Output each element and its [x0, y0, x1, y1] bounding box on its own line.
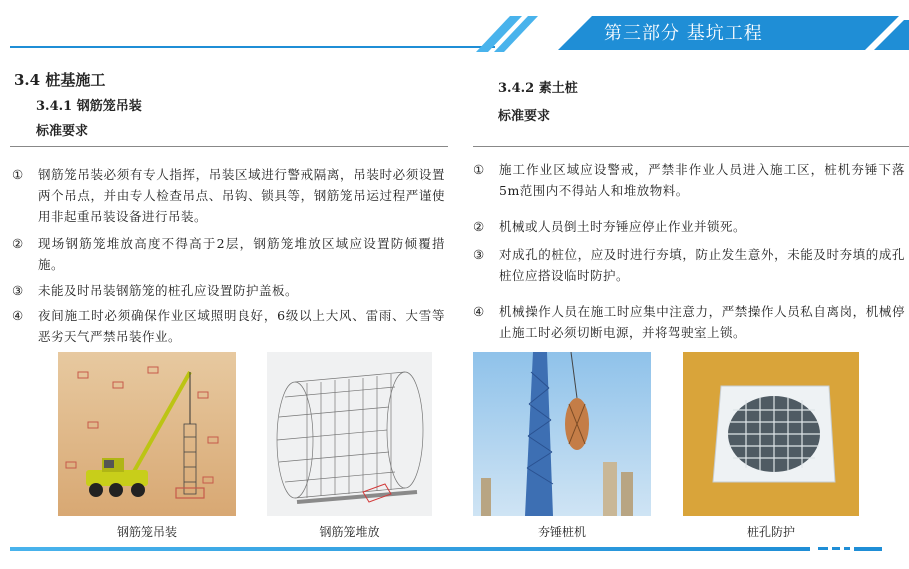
item-number: ③	[12, 283, 24, 298]
item-text: 施工作业区域应设警戒，严禁非作业人员进入施工区，桩机夯锤下落5m范围内不得站人和堆放物料。	[499, 162, 905, 198]
list-item	[473, 216, 905, 237]
item-number: ①	[473, 162, 485, 177]
item-number: ④	[12, 308, 24, 323]
list-item	[12, 305, 445, 347]
item-text: 钢筋笼吊装必须有专人指挥，吊装区域进行警戒隔离，吊装时必须设置两个吊点，并由专人检查吊点、吊钩、锁具等，钢筋笼吊运过程严谨使用非起重吊装设备进行吊装。	[38, 167, 445, 224]
item-text: 机械或人员倒土时夯锤应停止作业并锁死。	[499, 219, 747, 234]
item-number: ④	[473, 304, 485, 319]
list-item	[473, 159, 905, 201]
rebar-cage-storage-image	[267, 352, 432, 516]
rebar-cage-hoisting-image	[58, 352, 236, 516]
header-rule	[10, 46, 495, 48]
list-item	[473, 244, 905, 286]
pile-hole-protection-image	[683, 352, 859, 516]
page-header-title: 第三部分 基坑工程	[604, 23, 763, 44]
item-text: 现场钢筋笼堆放高度不得高于2层，钢筋笼堆放区域应设置防倾覆措施。	[38, 236, 445, 272]
item-number: ③	[473, 247, 485, 262]
standard-requirements-label: 标准要求	[36, 124, 89, 139]
item-text: 未能及时吊装钢筋笼的桩孔应设置防护盖板。	[38, 283, 299, 298]
divider	[473, 146, 909, 147]
item-number: ②	[473, 219, 485, 234]
item-number: ②	[12, 236, 24, 251]
photo-caption: 夯锤桩机	[537, 525, 586, 539]
item-number: ①	[12, 167, 24, 182]
section-title: 3.4 桩基施工	[14, 71, 106, 89]
photo-caption: 钢筋笼堆放	[319, 525, 380, 539]
list-item	[12, 164, 445, 227]
subsection-title-soil-pile: 3.4.2 素土桩	[498, 81, 578, 96]
list-item	[473, 301, 905, 343]
divider	[10, 146, 448, 147]
item-text: 对成孔的桩位，应及时进行夯填，防止发生意外，未能及时夯填的成孔桩位应搭设临时防护。	[499, 247, 905, 283]
photo-caption: 桩孔防护	[746, 525, 795, 539]
photo-caption: 钢筋笼吊装	[116, 525, 177, 539]
list-item	[12, 280, 445, 301]
list-item	[12, 233, 445, 275]
subsection-title-rebar-cage: 3.4.1 钢筋笼吊装	[36, 99, 142, 114]
item-text: 夜间施工时必须确保作业区域照明良好，6级以上大风、雷雨、大雪等恶劣天气严禁吊装作业。	[38, 308, 445, 344]
item-text: 机械操作人员在施工时应集中注意力，严禁操作人员私自离岗，机械停止施工时必须切断电源，并将驾驶室上锁。	[499, 304, 905, 340]
rammer-pile-machine-image	[473, 352, 651, 516]
standard-requirements-label: 标准要求	[498, 109, 551, 124]
footer-bar	[0, 540, 909, 569]
